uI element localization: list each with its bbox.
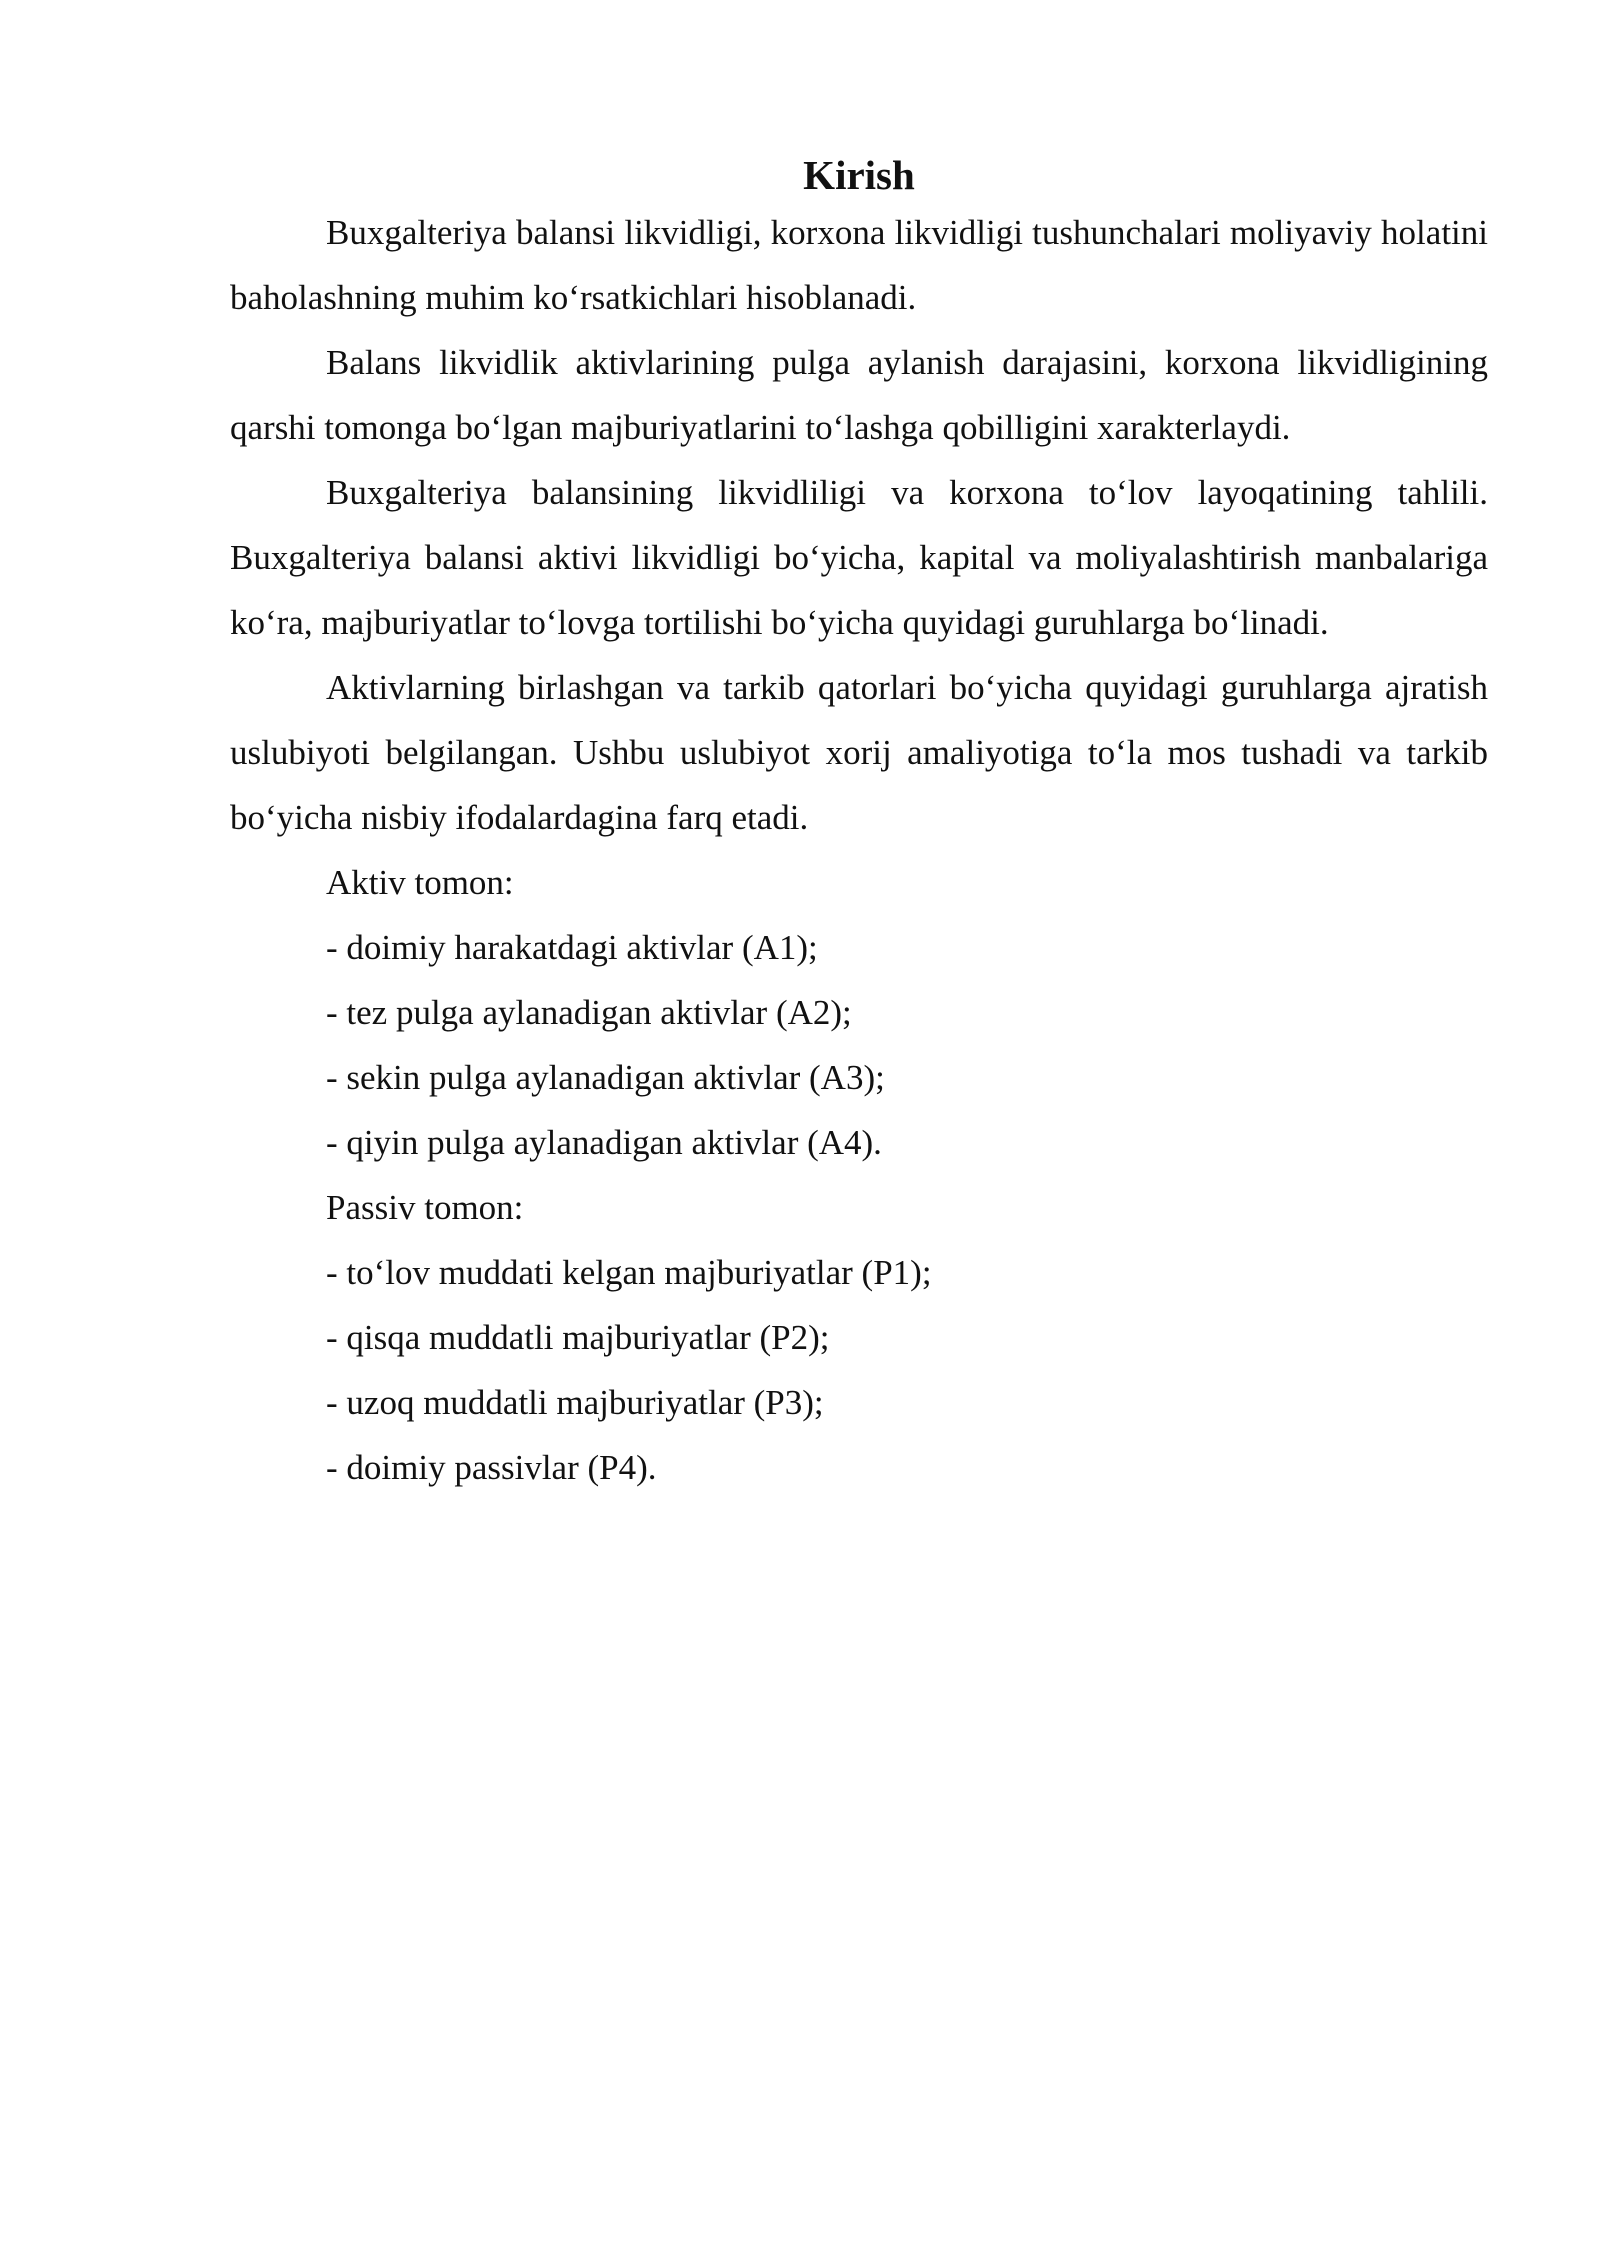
aktiv-heading: Aktiv tomon:: [326, 863, 514, 902]
list-item: - tez pulga aylanadigan aktivlar (A2);: [326, 993, 852, 1032]
paragraph-3: Buxgalteriya balansining likvidliligi va korxona to‘lov layoqatining tahlili. Buxgalteriya balansi aktivi likvidligi bo‘yicha, kapital va moliyalashtirish manbalariga ko‘ra, majburiyatlar to‘lovga tortilishi bo‘yicha quyidagi guruhlarga bo‘linadi.: [230, 473, 1488, 642]
list-item: - uzoq muddatli majburiyatlar (P3);: [326, 1383, 824, 1422]
list-item: - doimiy passivlar (P4).: [326, 1448, 657, 1487]
document-body: [230, 150, 1488, 1500]
list-item: - qiyin pulga aylanadigan aktivlar (A4).: [326, 1123, 882, 1162]
aktiv-list: [230, 850, 1488, 1175]
paragraph-1: Buxgalteriya balansi likvidligi, korxona likvidligi tushunchalari moliyaviy holatini baholashning muhim ko‘rsatkichlari hisoblanadi.: [230, 213, 1488, 317]
list-item: - sekin pulga aylanadigan aktivlar (A3);: [326, 1058, 885, 1097]
list-item: - qisqa muddatli majburiyatlar (P2);: [326, 1318, 830, 1357]
list-item: - to‘lov muddati kelgan majburiyatlar (P1);: [326, 1253, 932, 1292]
paragraph-4: Aktivlarning birlashgan va tarkib qatorlari bo‘yicha quyidagi guruhlarga ajratish uslubiyoti belgilangan. Ushbu uslubiyot xorij amaliyotiga to‘la mos tushadi va tarkib bo‘yicha nisbiy ifodalardagina farq etadi.: [230, 668, 1488, 837]
passiv-heading: Passiv tomon:: [326, 1188, 524, 1227]
list-item: - doimiy harakatdagi aktivlar (A1);: [326, 928, 818, 967]
page-title: Kirish: [803, 152, 915, 198]
passiv-list: [230, 1175, 1488, 1500]
paragraph-2: Balans likvidlik aktivlarining pulga aylanish darajasini, korxona likvidligining qarshi tomonga bo‘lgan majburiyatlarini to‘lashga qobilligini xarakterlaydi.: [230, 343, 1488, 447]
